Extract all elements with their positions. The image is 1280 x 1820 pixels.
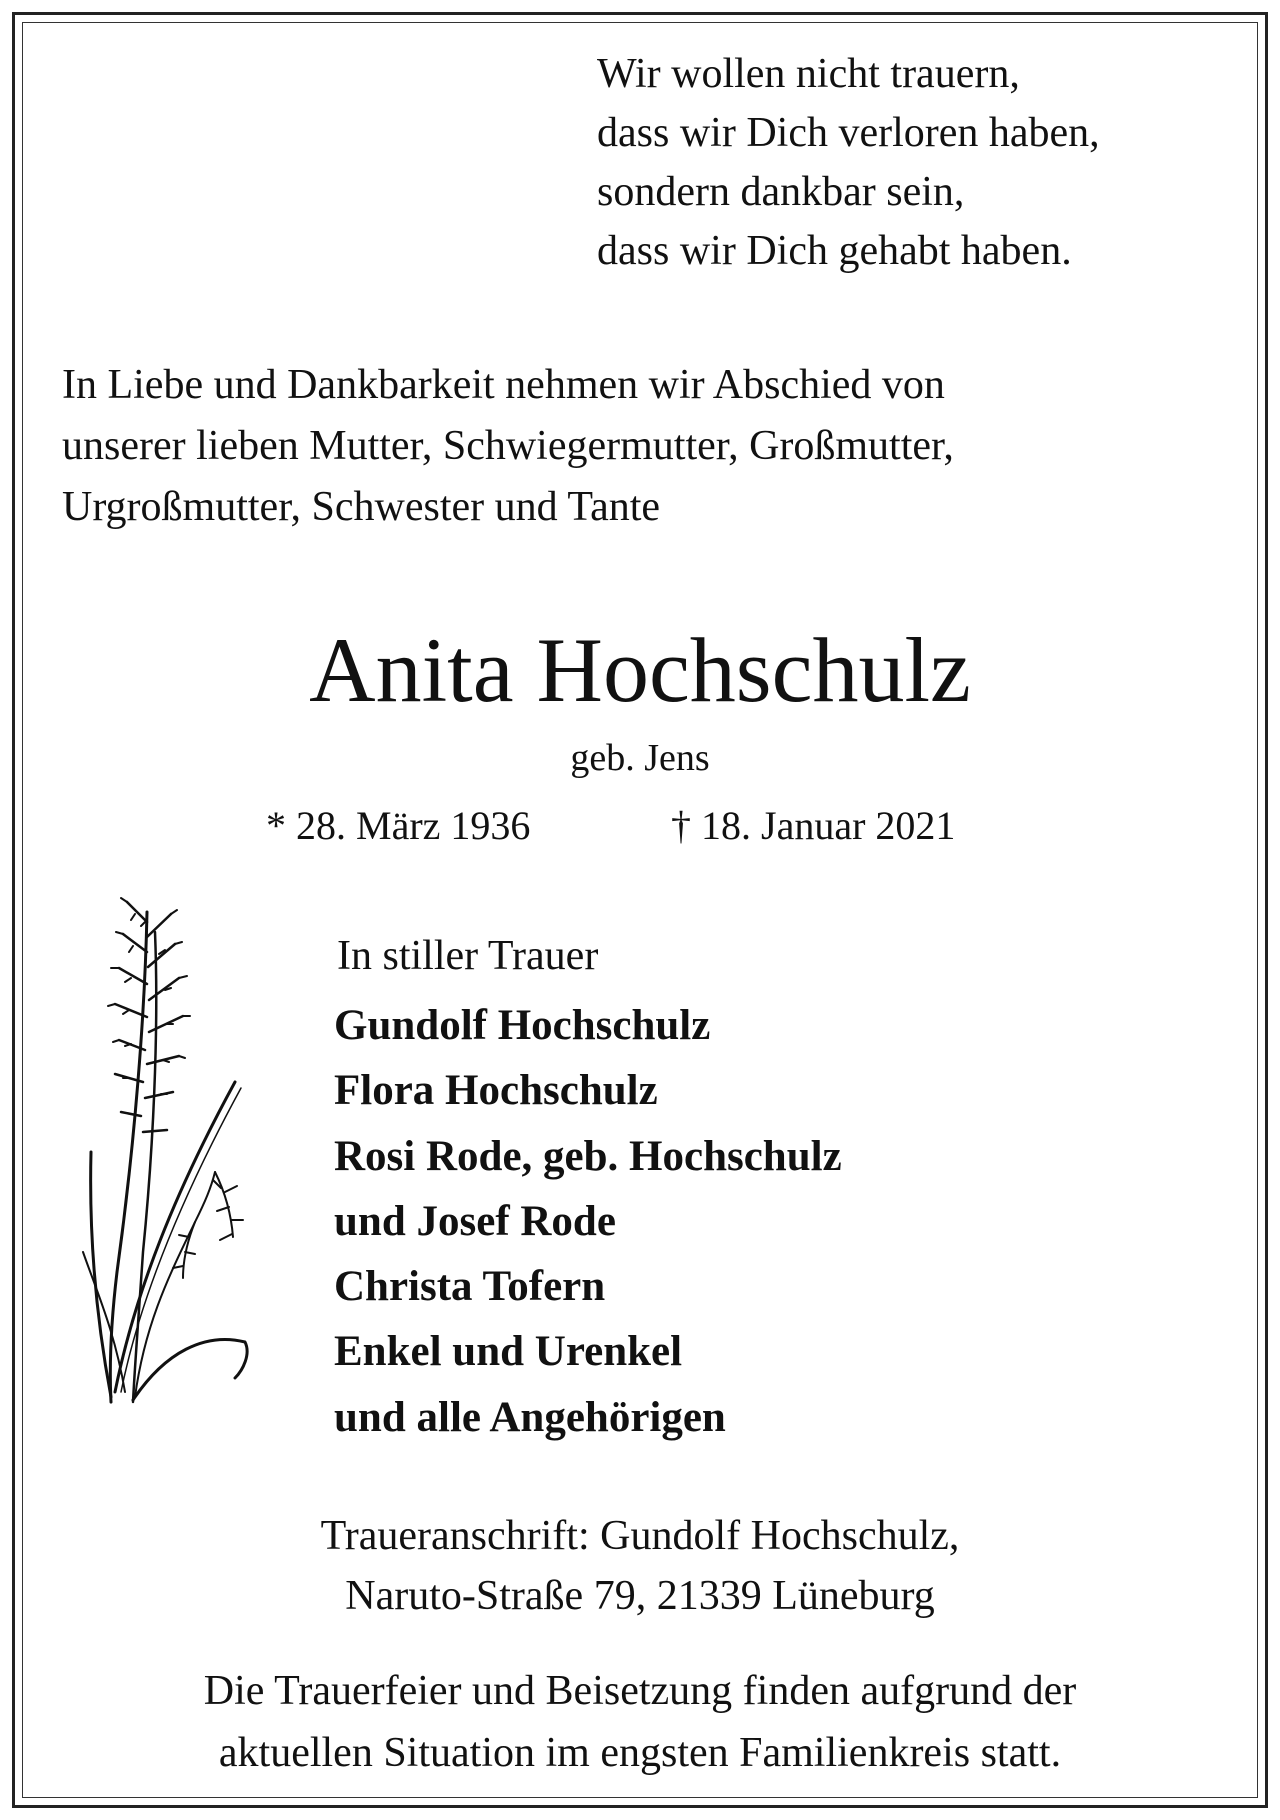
- maiden-name: geb. Jens: [570, 737, 710, 779]
- poem-line: Wir wollen nicht trauern,: [597, 51, 1020, 97]
- address-line: Traueranschrift: Gundolf Hochschulz,: [320, 1513, 960, 1559]
- mourner-name: Flora Hochschulz: [334, 1067, 658, 1115]
- poem-line: dass wir Dich gehabt haben.: [597, 228, 1072, 274]
- poem-line: sondern dankbar sein,: [597, 169, 965, 215]
- mourner-list: [334, 993, 842, 1450]
- farewell-intro: [62, 355, 954, 538]
- mourner-name: und alle Angehörigen: [334, 1393, 726, 1441]
- poem-line: dass wir Dich verloren haben,: [597, 110, 1100, 156]
- ceremony-line: aktuellen Situation im engsten Familienkreis statt.: [218, 1730, 1062, 1776]
- address-line: Naruto-Straße 79, 21339 Lüneburg: [345, 1573, 935, 1619]
- intro-line: unserer lieben Mutter, Schwiegermutter, Großmutter,: [62, 423, 954, 469]
- grass-plant-icon: [75, 892, 275, 1412]
- mourner-name: Christa Tofern: [334, 1263, 606, 1311]
- ceremony-line: Die Trauerfeier und Beisetzung finden aufgrund der: [203, 1668, 1077, 1714]
- mourner-name: Enkel und Urenkel: [334, 1328, 683, 1376]
- mourner-name: Gundolf Hochschulz: [334, 1002, 711, 1049]
- memorial-poem: [597, 45, 1100, 281]
- intro-line: In Liebe und Dankbarkeit nehmen wir Abschied von: [62, 362, 945, 408]
- deceased-name: Anita Hochschulz: [309, 619, 971, 721]
- mourning-heading: In stiller Trauer: [337, 933, 599, 979]
- ceremony-notice: [0, 1660, 1280, 1784]
- mourning-address: [0, 1506, 1280, 1626]
- mourner-name: Rosi Rode, geb. Hochschulz: [334, 1132, 842, 1180]
- birth-date: * 28. März 1936: [266, 803, 531, 848]
- mourner-name: und Josef Rode: [334, 1197, 616, 1245]
- death-date: † 18. Januar 2021: [671, 803, 956, 848]
- intro-line: Urgroßmutter, Schwester und Tante: [62, 484, 661, 530]
